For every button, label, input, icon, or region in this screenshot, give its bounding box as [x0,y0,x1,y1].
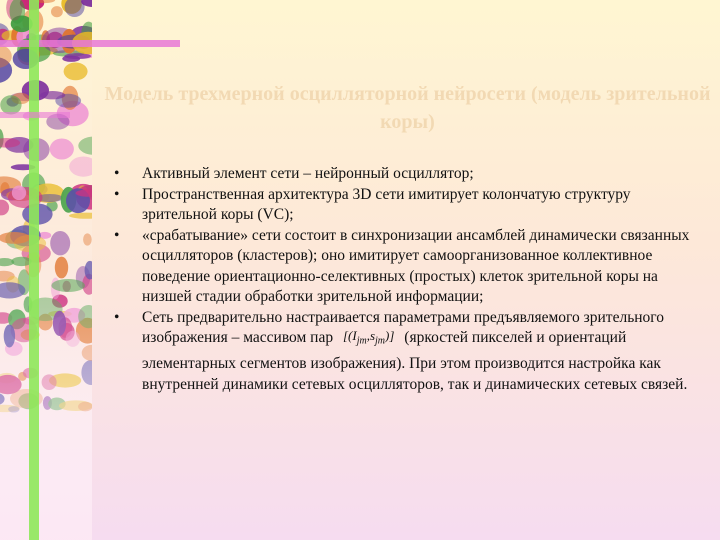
formula-s: s [369,328,376,343]
bullet-icon: • [114,226,120,244]
bullet-icon: • [114,308,120,326]
list-item [112,164,707,185]
formula-t: I [352,328,357,343]
formula-t-sub: jm [356,335,367,347]
bullet-text-before: Сеть предварительно настраивается параметрами предъявляемого зрительного изображения – массивом пар [142,308,665,346]
bullet-list [112,164,707,395]
bullet-icon: • [114,165,120,182]
formula-s-sub: jm [375,335,386,347]
slide-title: Модель трехмерной осцилляторной нейросети (модель зрительной коры) [104,83,711,133]
formula [337,326,400,352]
formula-close: )] [385,328,395,343]
list-item [112,226,707,308]
bullet-text-after: (яркостей пикселей и ориентаций элементарных сегментов изображения). При этом производится настройка как внутренней динамики сетевых осцилляторов, так и динамических сетевых связей. [142,329,688,393]
bullet-text: Пространственная архитектура 3D сети имитирует колончатую структуру зрительной коры (VC); [142,185,631,223]
bullet-icon: • [114,185,120,203]
list-item [112,185,707,226]
formula-open: [( [342,328,353,343]
bullet-text: Активный элемент сети – нейронный осциллятор; [142,165,474,182]
bullet-text: «срабатывание» сети состоит в синхронизации ансамблей динамически связанных осцилляторов (кластеров); оно имитирует самоорганизованное коллективное поведение ориентационно-селективных (простых) клеток зрительной коры на низшей стадии обработки зрительной информации; [142,226,690,305]
formula-sep: , [366,328,370,343]
list-item [112,308,707,396]
